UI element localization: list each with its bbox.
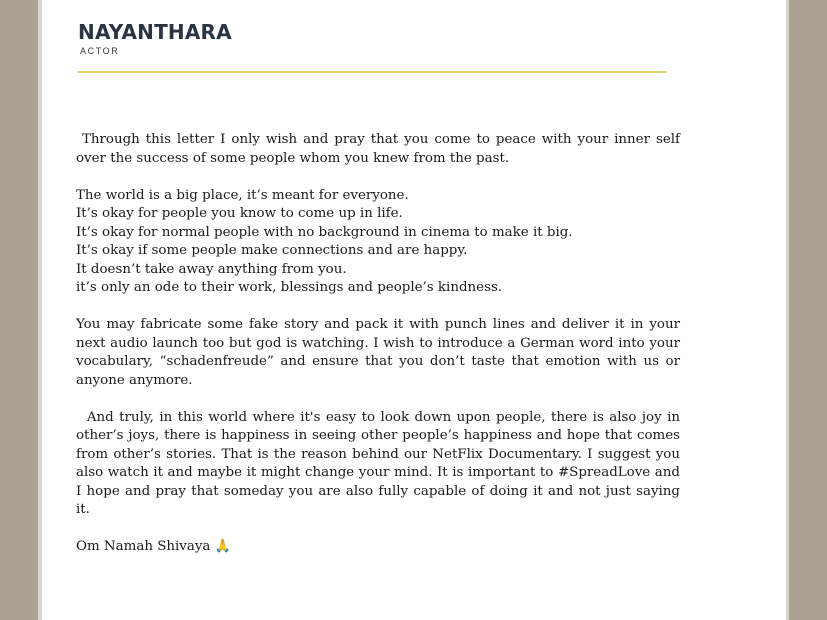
- paragraph-truly: And truly, in this world where it's easy to look down upon people, there is also joy in other’s joys, there is happiness in seeing other people’s happiness and hope that comes from other’s stories. That is the reason behind our NetFlix Documentary. I suggest you also watch it and maybe it might change your mind. It is important to #SpreadLove and I hope and pray that someday you are also fully capable of doing it and not just saying it.: [76, 409, 680, 517]
- letter-line: It’s okay for people you know to come up in life.: [76, 206, 403, 221]
- paragraph-intro: Through this letter I only wish and pray that you come to peace with your inner self over the success of some people whom you knew from the past.: [76, 132, 680, 166]
- signoff-text: Om Namah Shivaya: [76, 539, 211, 554]
- paragraph-fabricate: You may fabricate some fake story and pack it with punch lines and deliver it in your next audio launch too but god is watching. I wish to introduce a German word into your vocabulary, “schadenfreude” and ensure that you don’t taste that emotion with us or anyone anymore.: [76, 317, 680, 388]
- folded-hands-icon: 🙏: [214, 539, 231, 554]
- letter-body: [76, 131, 680, 557]
- letterhead-divider: [78, 71, 666, 73]
- letter-line: It doesn’t take away anything from you.: [76, 261, 347, 277]
- letter-line: it’s only an ode to their work, blessings and people’s kindness.: [76, 280, 503, 295]
- letterhead-role: ACTOR: [80, 46, 120, 56]
- signoff: [76, 538, 680, 557]
- page-edge-right: [786, 0, 789, 620]
- letterhead-name: NAYANTHARA: [78, 20, 232, 44]
- letter-line: The world is a big place, it’s meant for everyone.: [76, 187, 409, 203]
- paragraph-lines: [76, 187, 680, 298]
- letter-line: It’s okay for normal people with no background in cinema to make it big.: [76, 224, 573, 240]
- letter-line: It’s okay if some people make connections and are happy.: [76, 243, 468, 258]
